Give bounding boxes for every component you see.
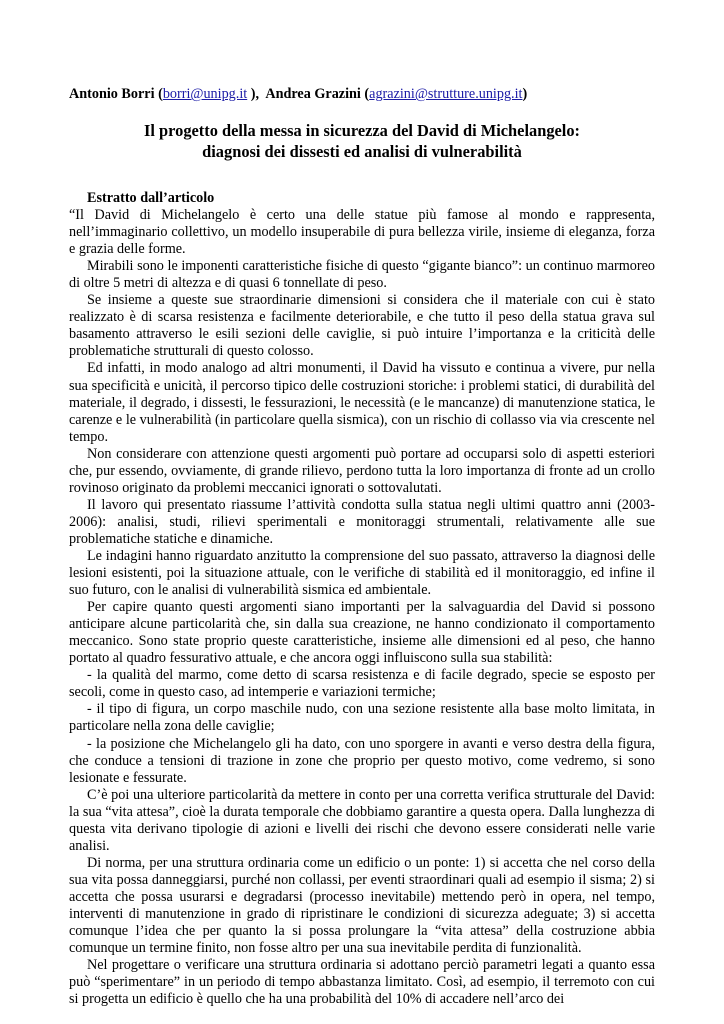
paragraph: Ed infatti, in modo analogo ad altri monumenti, il David ha vissuto e continua a vivere, pur nella sua specificità e unicità, il percorso tipico delle costruzioni storiche: i problemi statici, di durabilità del materiale, il degrado, i dissesti, le fessurazioni, le necessità (e le mancanze) di manutenzione statica, le carenze e le vulnerabilità (in particolare quella sismica), con un rischio di collasso via via crescente nel tempo. (69, 360, 655, 445)
title-line: Il progetto della messa in sicurezza del David di Michelangelo: (144, 121, 580, 140)
author-line: Antonio Borri (borri@unipg.it ), Andrea Grazini (agrazini@strutture.unipg.it) (69, 86, 528, 102)
article-body (69, 190, 655, 1008)
paragraph: C’è poi una ulteriore particolarità da mettere in conto per una corretta verifica strutturale del David: la sua “vita attesa”, cioè la durata temporale che dobbiamo garantire a questa opera. Dalla lunghezza di questa vita derivano tipologie di azioni e livelli dei rischi che devono essere considerati nelle varie analisi. (69, 786, 655, 854)
author-separator: ), (250, 86, 260, 102)
section-heading: Estratto dall’articolo (87, 190, 215, 206)
paragraph: Nel progettare o verificare una struttura ordinaria si adottano perciò parametri legati a quanto essa può “sperimentare” in un periodo di tempo abbastanza limitato. Così, ad esempio, il terremoto con cui si progetta un edificio è quello che ha una probabilità del 10% di accadere nell’arco dei (69, 957, 655, 1008)
author-name: Antonio Borri (69, 86, 155, 102)
paragraph: Di norma, per una struttura ordinaria come un edificio o un ponte: 1) si accetta che nel corso della sua vita possa danneggiarsi, purché non collassi, per eventi straordinari quali ad esempio il sisma; 2) si accetta che possa usurarsi e degradarsi (processo inevitabile) mettendo però in opera, nel tempo, interventi di manutenzione in grado di ripristinare le condizioni di sicurezza adeguate; 3) si accetta comunque l’idea che per quanto la si possa prolungare la “vita attesa” della costruzione abbia comunque un termine finito, non fosse altro per una sua inevitabile perdita di funzionalità. (69, 854, 655, 957)
paragraph: Mirabili sono le imponenti caratteristiche fisiche di questo “gigante bianco”: un continuo marmoreo di oltre 5 metri di altezza e di quasi 6 tonnellate di peso. (69, 258, 655, 292)
list-item: - il tipo di figura, un corpo maschile nudo, con una sezione resistente alla base molto limitata, in particolare nella zona delle caviglie; (69, 701, 655, 735)
list-item: - la posizione che Michelangelo gli ha dato, con uno sporgere in avanti e verso destra della figura, che conduce a tensioni di trazione in zone che proprio per questo motivo, come vedremo, si sono lesionate e fessurate. (69, 735, 655, 786)
list-item: - la qualità del marmo, come detto di scarsa resistenza e di facile degrado, specie se esposto per secoli, come in questo caso, ad intemperie e variazioni termiche; (69, 667, 655, 701)
paragraph: Se insieme a queste sue straordinarie dimensioni si considera che il materiale con cui è stato realizzato è di scarsa resistenza e facilmente deteriorabile, e che tutto il peso della statua grava sul basamento attraverso le esili sezioni delle caviglie, si può intuire l’importanza e la criticità delle problematiche strutturali di questo colosso. (69, 292, 655, 360)
title-line: diagnosi dei dissesti ed analisi di vulnerabilità (202, 142, 522, 161)
author-email-link[interactable]: borri@unipg.it (162, 86, 248, 102)
article-title (60, 120, 664, 162)
paragraph: Le indagini hanno riguardato anzitutto la comprensione del suo passato, attraverso la diagnosi delle lesioni esistenti, poi la situazione attuale, con le verifiche di stabilità ed il monitoraggio, ed infine il suo futuro, con le analisi di vulnerabilità sismica ed ambientale. (69, 547, 655, 599)
paragraph: Per capire quanto questi argomenti siano importanti per la salvaguardia del David si possono anticipare alcune particolarità che, sin dalla sua creazione, ne hanno condizionato il comportamento meccanico. Sono state proprio queste caratteristiche, insieme alle dimensioni ed al peso, che hanno portato al quadro fessurativo attuale, e che ancora oggi influiscono sulla sua stabilità: (69, 599, 655, 667)
paragraph: Non considerare con attenzione questi argomenti può portare ad occuparsi solo di aspetti esteriori che, pur essendo, ovviamente, di grande rilievo, perdono tutta la loro importanza di fronte ad un crollo rovinoso originato da problemi meccanici ignorati o sottovalutati. (69, 445, 655, 496)
author-email-link[interactable]: agrazini@strutture.unipg.it (369, 86, 523, 102)
paragraph: Il lavoro qui presentato riassume l’attività condotta sulla statua negli ultimi quattro anni (2003-2006): analisi, studi, rilievi sperimentali e monitoraggi strumentali, relativamente alle sue problematiche statiche e dinamiche. (69, 496, 655, 547)
author-name: Andrea Grazini (265, 86, 361, 102)
paragraph: “Il David di Michelangelo è certo una delle statue più famose al mondo e rappresenta, nell’immaginario collettivo, un modello insuperabile di pura bellezza virile, insieme di eleganza, forza e grazia delle forme. (69, 207, 655, 258)
